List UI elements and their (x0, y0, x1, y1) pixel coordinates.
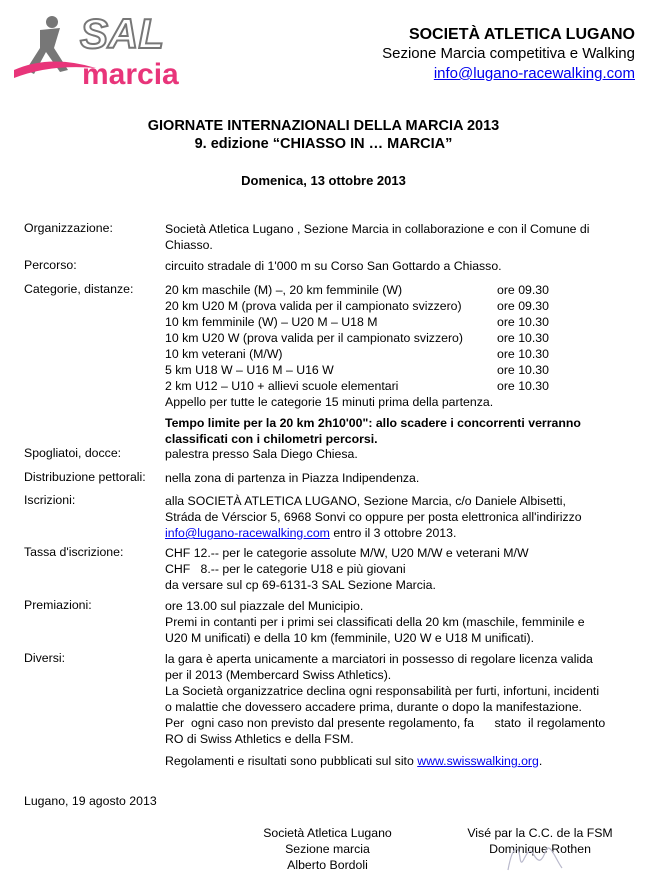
category-time: ore 09.30 (497, 299, 549, 313)
label-distribuzione: Distribuzione pettorali: (24, 470, 146, 484)
value-iscrizioni (165, 493, 635, 541)
value-diversi (165, 651, 635, 769)
category-time: ore 10.30 (497, 347, 549, 361)
iscrizioni-email-link[interactable]: info@lugano-racewalking.com (165, 526, 330, 540)
tassa-line: CHF 8.-- per le categorie U18 e più giovani (165, 562, 406, 576)
category-name: 10 km U20 W (prova valida per il campionato svizzero) (165, 331, 463, 345)
category-row (165, 298, 635, 314)
regolamenti-end: . (538, 754, 543, 768)
value-premiazioni (165, 598, 635, 646)
category-name: 20 km maschile (M) –, 20 km femminile (W) (165, 283, 403, 297)
tassa-line: da versare sul cp 69-6131-3 SAL Sezione Marcia. (165, 578, 436, 592)
label-premiazioni: Premiazioni: (24, 598, 92, 612)
tempo-limite-line: Tempo limite per la 20 km 2h10'00": allo scadere i concorrenti verranno (165, 416, 581, 430)
value-spogliatoi: palestra presso Sala Diego Chiesa. (165, 447, 358, 461)
category-time: ore 10.30 (497, 315, 549, 329)
category-name: 2 km U12 – U10 + allievi scuole elementari (165, 379, 399, 393)
premiazioni-line: ore 13.00 sul piazzale del Municipio. (165, 599, 364, 613)
iscrizioni-line: Stráda de Vérscior 5, 6968 Sonvi co oppure per posta elettronica all'indirizzo (165, 510, 582, 524)
category-row (165, 330, 635, 346)
diversi-line: la gara è aperta unicamente a marciatori in possesso di regolare licenza valida (165, 652, 593, 666)
handwritten-signature (500, 838, 570, 874)
value-tassa (165, 545, 635, 593)
category-name: 20 km U20 M (prova valida per il campionato svizzero) (165, 299, 462, 313)
label-categorie: Categorie, distanze: (24, 282, 134, 296)
tempo-limite-line: classificati con i chilometri percorsi. (165, 432, 378, 446)
category-name: 10 km veterani (M/W) (165, 347, 283, 361)
category-time: ore 09.30 (497, 283, 549, 297)
category-row (165, 282, 635, 298)
category-name: 10 km femminile (W) – U20 M – U18 M (165, 315, 378, 329)
iscrizioni-line: alla SOCIETÀ ATLETICA LUGANO, Sezione Marcia, c/o Daniele Albisetti, (165, 494, 566, 508)
diversi-line: o malattie che dovessero accadere prima, durante o dopo la manifestazione. (165, 700, 582, 714)
diversi-line: Per ogni caso non previsto dal presente regolamento, fa stato il regolamento (165, 716, 606, 730)
diversi-line: RO di Swiss Athletics e della FSM. (165, 732, 354, 746)
org-name: SOCIETÀ ATLETICA LUGANO (408, 26, 635, 43)
value-organizzazione (165, 221, 635, 253)
signature-right-line: Visé par la C.C. de la FSM (467, 826, 613, 840)
label-diversi: Diversi: (24, 651, 65, 665)
regolamenti-line (165, 753, 635, 769)
swisswalking-link[interactable]: www.swisswalking.org (417, 754, 539, 768)
appello-note: Appello per tutte le categorie 15 minuti prima della partenza. (165, 395, 494, 409)
organizzazione-line: Chiasso. (165, 238, 213, 252)
signature-left (240, 825, 415, 873)
place-date: Lugano, 19 agosto 2013 (24, 794, 157, 808)
category-row (165, 362, 635, 378)
organizzazione-line: Società Atletica Lugano , Sezione Marcia in collaborazione e con il Comune di (165, 222, 590, 236)
signature-left-line: Sezione marcia (285, 842, 370, 856)
label-tassa: Tassa d'iscrizione: (24, 545, 124, 559)
diversi-line: La Società organizzatrice declina ogni responsabilità per furti, infortuni, incidenti (165, 684, 600, 698)
category-time: ore 10.30 (497, 363, 549, 377)
category-row (165, 378, 635, 394)
title-line-1: GIORNATE INTERNAZIONALI DELLA MARCIA 2013 (147, 118, 500, 134)
signature-left-line: Alberto Bordoli (287, 858, 368, 872)
category-row (165, 346, 635, 362)
logo-text-top: SAL (80, 10, 164, 57)
category-time: ore 10.30 (497, 379, 549, 393)
label-iscrizioni: Iscrizioni: (24, 493, 76, 507)
logo-text-bottom: marcia (82, 58, 179, 88)
org-section: Sezione Marcia competitiva e Walking (382, 45, 635, 62)
signature-left-line: Società Atletica Lugano (263, 826, 392, 840)
title-line-2: 9. edizione “CHIASSO IN … MARCIA” (194, 136, 453, 152)
iscrizioni-line (165, 525, 635, 541)
logo-graphic (10, 8, 210, 88)
regolamenti-text: Regolamenti e risultati sono pubblicati sul sito (165, 754, 418, 768)
category-name: 5 km U18 W – U16 M – U16 W (165, 363, 334, 377)
premiazioni-line: U20 M unificati) e della 10 km (femminile, U20 W e U18 M unificati). (165, 631, 535, 645)
org-email-link[interactable]: info@lugano-racewalking.com (433, 65, 635, 82)
label-organizzazione: Organizzazione: (24, 221, 113, 235)
value-categorie (165, 282, 635, 447)
tassa-line: CHF 12.-- per le categorie assolute M/W, U20 M/W e veterani M/W (165, 546, 529, 560)
label-percorso: Percorso: (24, 258, 77, 272)
iscrizioni-deadline: entro il 3 ottobre 2013. (329, 526, 457, 540)
event-date: Domenica, 13 ottobre 2013 (241, 173, 406, 188)
sal-marcia-logo (10, 8, 210, 88)
signature-right-line: Dominique Rothen (489, 842, 591, 856)
value-percorso: circuito stradale di 1'000 m su Corso San Gottardo a Chiasso. (165, 259, 502, 273)
premiazioni-line: Premi in contanti per i primi sei classificati della 20 km (maschile, femminile e (165, 615, 585, 629)
category-time: ore 10.30 (497, 331, 549, 345)
category-row (165, 314, 635, 330)
diversi-line: per il 2013 (Membercard Swiss Athletics). (165, 668, 392, 682)
label-spogliatoi: Spogliatoi, docce: (24, 446, 122, 460)
value-distribuzione: nella zona di partenza in Piazza Indipendenza. (165, 471, 420, 485)
